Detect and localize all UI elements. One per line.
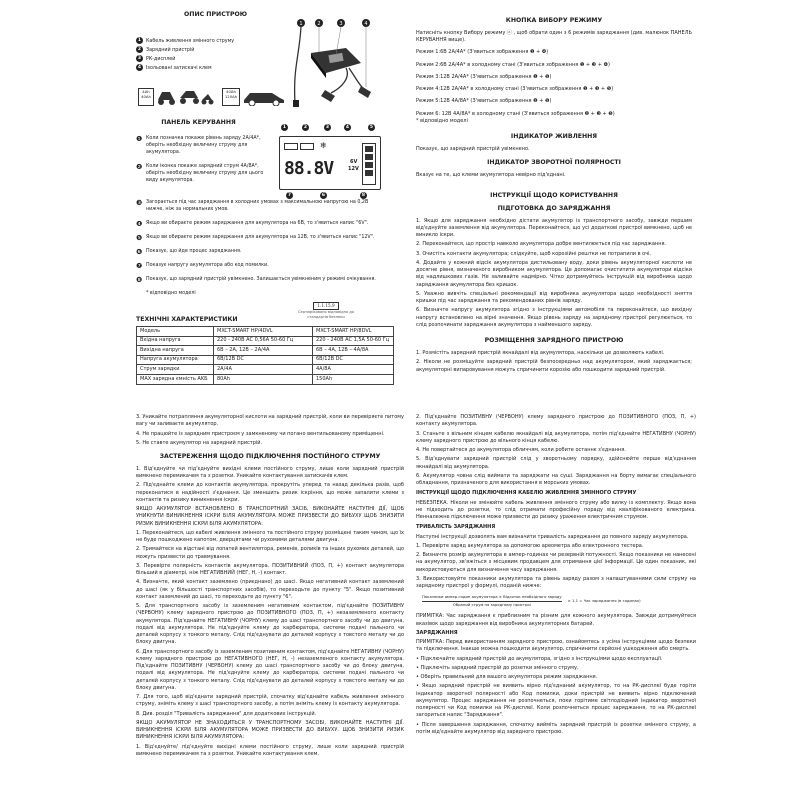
duration-item: 1. Перевірте заряд акумулятора за допомогою ареометра або електронного тестера. bbox=[416, 542, 644, 549]
voltage-digits: 88.8V bbox=[284, 158, 334, 179]
volt-12-label: 12V bbox=[348, 166, 359, 172]
bullet-item: • Підключайте зарядний пристрій до акумулятора, згідно з інструкціями щодо експлуатації. bbox=[416, 655, 663, 662]
preparation-title: ПІДГОТОВКА ДО ЗАРЯДЖАННЯ bbox=[497, 204, 611, 212]
volt-6-label: 6V bbox=[350, 159, 358, 165]
icon-7: ❼ bbox=[136, 261, 143, 270]
battery-large: 40Ah 120Ah bbox=[222, 88, 240, 106]
prep-item: 6. Визначте напругу акумулятора згідно з інструкціями автомобіля та переконайтеся, що вихідну напругу встановлено на вірні значення. Якщо рівень заряду на зарядному пристрої регулюється, то слід розпочинати заряджання акумулятора з найменшого заряду. bbox=[416, 307, 692, 328]
panel-items bbox=[136, 136, 274, 192]
panel-title: ПАНЕЛЬ КЕРУВАННЯ bbox=[161, 119, 236, 126]
callout-numbers bbox=[297, 19, 370, 27]
dc-item: 4. Визначте, який контакт заземлено (приєднано) до шасі. Якщо негативний контакт заземлений до шасі (як у більшості транспортних засобів), то переходьте до пункту "5". Якщо позитивний контакт заземлений до шасі, то переходьте до пункту "6". bbox=[136, 579, 404, 600]
charger-illustration bbox=[291, 18, 376, 108]
vehicle-row bbox=[138, 86, 288, 108]
duration-title: ТРИВАЛІСТЬ ЗАРЯДЖАННЯ bbox=[416, 524, 496, 531]
dc-item: 2. Тримайтеся на відстані від лопатей вентилятора, ременів, роликів та інших рухомих деталей, що можуть призвести до травмування. bbox=[136, 546, 404, 560]
specs-table bbox=[136, 326, 394, 385]
bullet-item: • Після завершення заряджання, спочатку вийміть зарядний пристрій із розетки змінного струму, а потім від'єднайте акумулятор від зарядного пристрою. bbox=[416, 721, 696, 735]
clamp-black bbox=[358, 86, 371, 98]
parts-item: 1 Кабель живлення змінного струму bbox=[137, 38, 235, 44]
duration-text: Наступні інструкції дозволять вам визначити тривалість заряджання до повного заряду акумулятора. bbox=[416, 533, 689, 540]
parts-list bbox=[136, 37, 266, 73]
battery-small: 4Ah 40Ah bbox=[138, 88, 154, 106]
dc-item: 1. Переконайтеся, що кабелі живлення змінного та постійного струму розміщені таким чином, що їх не буде пошкоджено капотом, дверцятами чи рухомими деталями двигуна. bbox=[136, 529, 404, 544]
svg-text:1: 1 bbox=[299, 21, 303, 27]
dc-item: 8. Див. розділ "Тривалість заряджання" для додаткових інструкцій. bbox=[136, 710, 317, 717]
mode-indicator-2a bbox=[284, 143, 298, 150]
prep-item: 2. Переконайтеся, що простір навколо акумулятора добре вентилюється під час заряджання. bbox=[416, 241, 667, 248]
panel-item: ❸ Загорається під час заряджання в холодних умовах з максимальною напругою на 0,2В нижче, ніж за нормальних умов. bbox=[136, 199, 369, 212]
duration-item: 2. Визначте розмір акумулятора в ампер-годинах чи резервній потужності. Якщо показники не нанесені на акумулятор, зв'яжіться з місцевим продавцем для отримання цієї інформації. Це один показник, які використовуються для визначення часу заряджання. bbox=[416, 552, 696, 573]
mode-item: Режим 4:12В 2А/4А* в холодному стані (З'явиться зображення ❶ + ❸ + ❺) bbox=[416, 86, 614, 93]
mode-item: Режим 2:6В 2А/4А* в холодному стані (З'явиться зображення ❶ + ❸ + ❹) bbox=[416, 61, 610, 68]
dc-item: 1. Від'єднуйте чи під'єднуйте вихідні клеми постійного струму, лише коли зарядний пристрій вимкнено перемикачем та з розетки. Уникайте контактування затискачів клем. bbox=[136, 465, 404, 480]
panel-item: ❺ Якщо ви обираєте режим заряджання для акумулятора на 12В, то з'явиться напис "12V". bbox=[136, 233, 375, 242]
dc-warning-title: ЗАСТЕРЕЖЕННЯ ЩОДО ПІДКЛЮЧЕННЯ ПОСТІЙНОГО СТРУМУ bbox=[159, 453, 381, 460]
panel-item: ❷ Коли іконка покаже зарядний струм 4А/8А*, оберіть необхідну величину струму для цього виду акумулятора. bbox=[136, 162, 264, 183]
prep-item: 5. Уважно вивчіть спеціальні рекомендації від виробника акумулятора щодо необхідності зняття кришки під час заряджання та рекомендованих рівнів заряду. bbox=[416, 290, 692, 305]
table-row: MAX зарядна ємність AKБ 80Ah 150Ah bbox=[137, 374, 394, 384]
table-row: Напруга акумулятора 6В/12В DC 6В/12В DC bbox=[137, 355, 394, 365]
dc-warning-caps: ЯКЩО АКУМУЛЯТОР ВСТАНОВЛЕНО В ТРАНСПОРТНИЙ ЗАСІБ, ВИКОНАЙТЕ НАСТУПНІ ДІЇ, ЩОБ УНИКНУТИ ВИНИКНЕННЯ ІСКРИ БІЛЯ АКУМУЛЯТОРА МОЖЕ ПРИЗВЕСТИ ДО ВИБУХУ ЩОБ ЗНИЗИТИ РИЗИК ВИНИКНЕННЯ ІСКРИ БІЛЯ АКУМУЛЯТОРА: bbox=[136, 506, 404, 527]
formula-numerator: Показники ампер-годин акумулятора × Відсоток необхідного заряду bbox=[422, 594, 562, 602]
icon-1: ❶ bbox=[136, 135, 143, 143]
dc-item: 4. Не повертайтеся до акумулятора обличчям, коли робите останнє з'єднання. bbox=[416, 447, 626, 453]
top-left-page bbox=[136, 8, 398, 393]
prep-item: 3. Очистіть контакти акумулятора; слідкуйте, щоб корозійні рештки не потрапили в очі. bbox=[416, 250, 652, 257]
dc-warning-caps: ЯКЩО АКУМУЛЯТОР НЕ ЗНАХОДИТЬСЯ У ТРАНСПОРТНОМУ ЗАСОБІ, ВИКОНАЙТЕ НАСТУПНІ ДІЇ. ВИНИКНЕННЯ ІСКРИ БІЛЯ АКУМУЛЯТОРА МОЖЕ ПРИЗВЕСТИ ДО ВИБУХУ. ЩОБ ЗНИЗИТИ РИЗИК ВИНИКНЕННЯ ІСКРИ БІЛЯ АКУМУЛЯТОРА: bbox=[136, 719, 404, 741]
bullet-item: • Оберіть правильний для вашого акумулятора режим заряджання. bbox=[416, 674, 598, 680]
table-row: Вхідна напруга 220 - 240В АС 0,56А 50-60 Гц 220 - 240В АС 1,5А 50-60 Гц bbox=[137, 336, 394, 346]
prep-item: 1. Якщо для заряджання необхідно дістати акумулятор із транспортного засобу, завжди першим від'єднуйте заземлення від акумулятора. Переконайтеся, що усі додаткові пристрої вимкнено, щоб не виникло іскри. bbox=[416, 217, 692, 239]
mode-item: Режим 3:12В 2А/4А* (З'явиться зображення ❶ + ❺) bbox=[416, 73, 552, 80]
instructions-title: ІНСТРУКЦІЇ ЩОДО КОРИСТУВАННЯ bbox=[490, 191, 618, 199]
dc-item: 7. Для того, щоб від'єднати зарядний пристрій, спочатку від'єднайте кабель живлення змінного струму, зніміть клему з шасі транспортного засобу, а потім зніміть клему із контакту акумулятора. bbox=[136, 694, 404, 708]
mode-note: * відповідно моделі bbox=[416, 117, 468, 124]
ac-text: НЕБЕЗПЕКА. Ніколи не змінюйте кабель живлення змінного струму або вилку із комплекту. Якщо вона не підходить до розетки, то слід отримати професійну пораду від кваліфікованого електрика. Ненналежне підключення може призвести до ризику ураження електричним струмом. bbox=[416, 499, 696, 520]
parts-item: 2 Зарядний пристрій bbox=[137, 46, 195, 53]
formula-denominator: Обраний струм на зарядному пристрої bbox=[452, 601, 531, 607]
icon-6: ❻ bbox=[136, 247, 143, 256]
mode-intro: Натисніть кнопку Вибору режиму ⓐ , щоб обрати один з 6 режимів заряджання (див. малюнок ПАНЕЛЬ КЕРУВАННЯ вище). bbox=[416, 29, 692, 44]
dc-item: 1. Від'єднуйте/ під'єднуйте вихідні клеми постійного струму, лише коли зарядний пристрій вимкнено перемикачем та з розетки. Уникайте контактування клем. bbox=[136, 743, 404, 757]
panel-items-wide bbox=[136, 200, 376, 298]
dc-item: 3. Станьте з вільним кінцем кабелю якнайдалі від акумулятора, потім під'єднайте НЕГАТИВНУ (ЧОРНУ) клему зарядного пристрою до вільного кінця кабелю. bbox=[416, 430, 696, 444]
lcd-callouts: 1 2 3 4 5 bbox=[282, 125, 374, 130]
panel-item: ❻ Показує, що йде процес заряджання. bbox=[136, 247, 242, 256]
power-indicator-text: Показує, що зарядний пристрій увімкнено. bbox=[416, 146, 530, 153]
note-text: ПРИМІТКА: Перед використанням зарядного пристрою, ознайомтесь з усіма інструкціями щодо безпеки та підключення. Інакше можна пошкодити акумулятор, спричинити серйозні ушкодження або смерть. bbox=[416, 639, 696, 653]
note-item: 4. Не працюйте із зарядним пристроєм у замкненому чи погано вентильованому приміщенні. bbox=[136, 430, 385, 437]
panel-item: ❶ Коли позначка покаже рівень заряду 2А/4А*, оберіть необхідну величину струму для акумулятора. bbox=[136, 135, 261, 155]
icon-2: ❷ bbox=[136, 162, 143, 171]
panel-footnote: * відповідно моделі bbox=[146, 290, 196, 296]
duration-item: 3. Використовуйте показники акумулятора та рівень заряду разом з налаштуваннями сили струму на зарядному пристрої у формулі, поданій нижче: bbox=[416, 575, 696, 589]
specs-title: ТЕХНІЧНІ ХАРАКТЕРИСТИКИ bbox=[136, 316, 238, 323]
parts-item: 4 Ізольовані затискачі клем bbox=[137, 64, 212, 71]
reverse-indicator-title: ІНДИКАТОР ЗВОРОТНОЇ ПОЛЯРНОСТІ bbox=[487, 159, 621, 167]
bullet-item: • Якщо зарядний пристрій не виявить вірно під'єднаний акумулятор, то на РК-дисплеї буде горіти індикатор зворотної полярності або Код помилки, доки пристрій не виявить вірно підключений акумулятор. Процес заряджання не розпочнеться, поки горітиме світлодіодний індикатор зворотної полярності чи Код помилки на РК-дисплеї. Коли розпочнеться процес заряджання, то на РК-дисплеї загориться напис "Заряджання". bbox=[416, 683, 696, 719]
svg-text:2: 2 bbox=[317, 21, 321, 27]
dc-item: 3. Перевірте полярність контактів акумулятора. ПОЗИТИВНИЙ (ПОЗ, П, +) контакт акумулятора більший в діаметрі, ніж НЕГАТИВНИЙ (НЕГ, Н, -) контакт. bbox=[136, 562, 404, 577]
icon-3: ❸ bbox=[136, 199, 143, 207]
formula-result: × 1,1 = Час заряджання (в годинах) bbox=[567, 598, 641, 603]
placement-title: РОЗМІЩЕННЯ ЗАРЯДНОГО ПРИСТРОЮ bbox=[484, 337, 624, 345]
mode-indicator-4a bbox=[300, 143, 314, 150]
dc-item: 6. Акумулятор човна слід виймати та заряджати на суші. Заряджання на борту вимагає спеціального обладнання, призначеного для використання в морських умовах. bbox=[416, 472, 696, 486]
panel-item: ❼ Показує напругу акумулятора або код помилки. bbox=[136, 261, 269, 270]
formula bbox=[422, 594, 696, 607]
mode-title: КНОПКА ВИБОРУ РЕЖИМУ bbox=[505, 17, 603, 24]
svg-text:4: 4 bbox=[364, 21, 368, 27]
vehicles-small-icon bbox=[156, 86, 214, 106]
panel-item: ❽ Показує, що зарядний пристрій увімкнено. Залишається увімкненим у режимі очікування. bbox=[136, 275, 376, 284]
top-right-page bbox=[416, 14, 692, 389]
power-indicator-title: ІНДИКАТОР ЖИВЛЕННЯ bbox=[510, 133, 598, 141]
icon-4: ❹ bbox=[136, 219, 143, 228]
svg-text:3: 3 bbox=[339, 21, 343, 27]
ac-title: ІНСТРУКЦІЇ ЩОДО ПІДКЛЮЧЕННЯ КАБЕЛЮ ЖИВЛЕННЯ ЗМІННОГО СТРУМУ bbox=[416, 490, 637, 497]
snowflake-icon: ❄ bbox=[320, 141, 327, 150]
note-item: 5. Не ставте акумулятор на зарядний пристрій. bbox=[136, 439, 263, 446]
panel-item: ❹ Якщо ви обираєте режим заряджання для акумулятора на 6В, то з'явиться напис "6V". bbox=[136, 219, 369, 228]
car-icon bbox=[242, 88, 286, 106]
table-row: Струм зарядки 2А/4А 4А/8А bbox=[137, 365, 394, 375]
bullet-item: • Підключіть зарядний пристрій до розетки змінного струму. bbox=[416, 664, 579, 671]
dc-item: 6. Для транспортного засобу із заземленим позитивним контактом, під'єднайте НЕГАТИВНУ (ЧОРНУ) клему зарядного пристрою до НЕГАТИВНОГО (НЕГ, Н, -) незаземленого контакту акумулятора. Під'єднайте ПОЗИТИВНУ (ЧЕРВОНУ) клему до шасі транспортного засобу чи до блоку двигуна, подалі від акумулятора. Не під'єднуйте клему до карбюратора, системи подачі пального чи деталей корпусу з тонкого металу. Слід під'єднувати до деталей корпусу з товстого металу чи до блоку двигуна. bbox=[136, 648, 404, 691]
note-item: 3. Уникайте потрапляння акумуляторної кислоти на зарядний пристрій, коли ви перевіряєте питому вагу чи заливаєте акумулятор. bbox=[136, 414, 404, 428]
bottom-left-page bbox=[136, 414, 404, 796]
lcd-display: 1 2 3 4 5 ❄ 88.8V 6V 12V 7 8 6 bbox=[279, 136, 381, 190]
icon-8: ❽ bbox=[136, 275, 143, 284]
mode-item: Режим 5:12В 4А/8А* (З'явиться зображення ❷ + ❺) bbox=[416, 98, 552, 105]
bottom-right-page bbox=[416, 414, 696, 796]
note-text: ПРИМІТКА: Час заряджання є приблизним та різним для кожного акумулятора. Завжди дотримуйтеся вказівок щодо заряджання від виробника акумуляторних батарей. bbox=[416, 613, 696, 627]
mode-item: Режим 1:6В 2А/4А* (З'явиться зображення ❶ + ❹) bbox=[416, 49, 549, 56]
placement-item: 1. Розмістіть зарядний пристрій якнайдалі від акумулятора, наскільки це дозволяють кабелі. bbox=[416, 350, 665, 357]
reverse-indicator-text: Вказує на те, що клеми акумулятора невірно під'єднані. bbox=[416, 172, 566, 179]
description-title: ОПИС ПРИСТРОЮ bbox=[184, 11, 248, 18]
dc-item: 2. Під'єднайте ПОЗИТИВНУ (ЧЕРВОНУ) клему зарядного пристрою до ПОЗИТИВНОГО (ПОЗ, П, +) контакту акумулятора. bbox=[416, 414, 696, 428]
icon-5: ❺ bbox=[136, 233, 143, 242]
battery-level-icon bbox=[362, 143, 376, 185]
dc-item: 2. Під'єднайте клеми до контактів акумулятора, прокрутіть уперед та назад декілька разів, щоб переконатися в надійності з'єднання. Це зменшить ризик іскріння, що може запалити клеми з контактів та ризику виникнення іскри. bbox=[136, 482, 404, 503]
mode-item: Режим 6: 12В 4А/8А* в холодному стані (З'явиться зображення ❷ + ❸ + ❺) bbox=[416, 110, 615, 117]
parts-item: 3 РК-дисплей bbox=[137, 55, 176, 62]
dc-item: 5. Для транспортного засобу із заземленим негативним контактом, під'єднайте ПОЗИТИВНУ (ЧЕРВОНУ) клему зарядного пристрою до ПОЗИТИВНОГО (ПОЗ, П, +) незаземленого контакту акумулятора. Під'єднайте НЕГАТИВНУ (ЧОРНУ) клему до шасі транспортного засобу чи до двигуна, подалі від акумулятора. Не під'єднуйте клему до карбюратора, системи подачі пального чи деталей корпусу з тонкого металу. Слід під'єднувати до деталей корпусу з товстого металу чи до блоку двигуна. bbox=[136, 603, 404, 646]
placement-item: 2. Ніколи не розміщуйте зарядний пристрій безпосередньо над акумулятором, який заряджається; акумуляторні випаровування можуть спричинити корозію або пошкодити зарядний пристрій. bbox=[416, 359, 692, 373]
table-row: Вихідна напруга 6В – 2А, 12В – 2А/4А 6В – 4А, 12В – 4А/8А bbox=[137, 346, 394, 356]
charging-title: ЗАРЯДЖАННЯ bbox=[416, 629, 458, 636]
dc-item: 5. Від'єднувати зарядний пристрій слід у зворотньому порядку, здійснюйте перше від'єднання якнайдалі від акумулятора. bbox=[416, 456, 696, 470]
prep-item: 4. Додайте у кожний відсік акумулятора дистильовану воду, доки рівень акумуляторної кислоти не досягне рівня, визначеного виробником акумулятора. Це допомагає очиститити акумулятори відсіки від надлишкових газів. Не заливайте надмірно. Чітко дотримуйтесь інструкцій від виробника щодо заряджання акумулятора без кришок. bbox=[416, 259, 692, 288]
table-row: Модель MXCT-SMART HP/4DVL MXCT-SMART HP/8DVL bbox=[137, 327, 394, 337]
certification-stamp: 1.1.15.9 Сертифіковано відповідно до стандартів безпеки bbox=[297, 303, 354, 320]
